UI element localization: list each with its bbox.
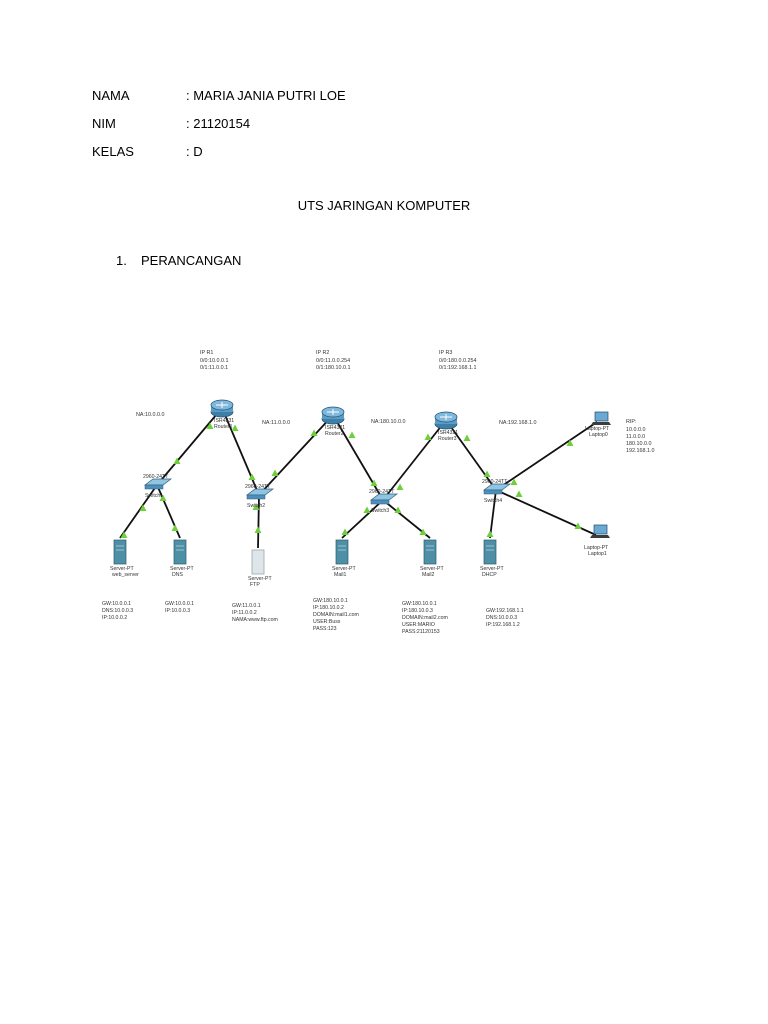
server-name-label: DHCP <box>482 572 497 578</box>
server-info-line: GW:10.0.0.1 <box>102 601 132 607</box>
router-name-label: Router2 <box>325 431 344 437</box>
label-nama: NAMA <box>92 88 130 103</box>
server-info-line: IP:180.10.0.2 <box>313 605 344 611</box>
laptop-0-node <box>591 412 611 425</box>
server-type-label: Server-PT <box>110 566 134 572</box>
router-3-node <box>435 412 457 429</box>
value-nama: : MARIA JANIA PUTRI LOE <box>186 88 346 103</box>
network-address-label: NA:180.10.0.0 <box>371 419 406 425</box>
laptop-name-label: Laptop0 <box>589 432 608 438</box>
network-topology-diagram <box>100 340 660 650</box>
laptop-keyboard <box>591 422 611 425</box>
server-info-line: IP:11.0.0.2 <box>232 610 257 616</box>
router-ip-line: 0/1:11.0.0.1 <box>200 365 229 371</box>
router-ip-line: 0/0:180.0.0.254 <box>439 358 477 364</box>
label-kelas: KELAS <box>92 144 134 159</box>
link-indicators <box>121 423 582 539</box>
server-web-server-node <box>114 540 126 564</box>
switch-model-label: 2960-24TT <box>245 484 271 490</box>
switch-3-node <box>371 494 397 504</box>
router-ip-title: IP R2 <box>316 350 330 356</box>
router-name-label: Router1 <box>214 424 233 430</box>
server-info-line: IP:192.168.1.2 <box>486 622 520 628</box>
server-type-label: Server-PT <box>480 566 504 572</box>
server-info-line: PASS:123 <box>313 626 337 632</box>
rip-network-line: 11.0.0.0 <box>626 434 646 440</box>
server-info-line: USER:MARIO <box>402 622 435 628</box>
link-indicator <box>425 434 432 441</box>
network-address-label: NA:192.168.1.0 <box>499 420 537 426</box>
switch-front <box>371 500 389 504</box>
server-info-line: IP:10.0.0.3 <box>165 608 191 614</box>
network-address-label: NA:10.0.0.0 <box>136 412 165 418</box>
switch-1-node <box>145 479 171 489</box>
server-icon <box>174 540 186 564</box>
switch-2-node <box>247 489 273 499</box>
section-title: PERANCANGAN <box>141 253 242 268</box>
rip-title: RIP: <box>626 419 637 425</box>
server-info-line: GW:10.0.0.1 <box>165 601 195 607</box>
server-type-label: Server-PT <box>420 566 444 572</box>
laptop-type-label: Laptop-PT <box>585 426 610 432</box>
server-type-label: Server-PT <box>332 566 356 572</box>
laptop-keyboard <box>590 535 610 538</box>
section-number: 1. <box>116 253 127 268</box>
switch-4-node <box>484 484 510 494</box>
switch-front <box>484 490 502 494</box>
server-icon <box>336 540 348 564</box>
network-address-label: NA:11.0.0.0 <box>262 420 291 426</box>
link-indicator <box>516 491 523 498</box>
switch-front <box>145 485 163 489</box>
laptop-name-label: Laptop1 <box>588 551 607 557</box>
link-indicator <box>487 531 494 538</box>
link-indicator <box>349 432 356 439</box>
router-model-label: ISR4321 <box>325 425 346 431</box>
link-indicator <box>255 527 262 534</box>
server-info-line: DOMAIN:mail2.com <box>402 615 448 621</box>
laptop-icon <box>594 525 607 534</box>
router-ip-line: 0/0:10.0.0.1 <box>200 358 229 364</box>
router-ip-title: IP R1 <box>200 350 214 356</box>
server-info-line: GW:192.168.1.1 <box>486 608 524 614</box>
document-title: UTS JARINGAN KOMPUTER <box>297 198 471 213</box>
switch-name-label: Switch2 <box>247 503 266 509</box>
server-mail1-node <box>336 540 348 564</box>
server-icon <box>424 540 436 564</box>
switch-name-label: Switch3 <box>371 508 390 514</box>
link-indicator <box>397 484 404 491</box>
laptop-icon <box>595 412 608 421</box>
switch-name-label: Switch4 <box>484 498 503 504</box>
server-info-line: DOMAIN:mail1.com <box>313 612 359 618</box>
server-type-label: Server-PT <box>248 576 272 582</box>
router-1-node <box>211 400 233 417</box>
server-dns-node <box>174 540 186 564</box>
server-name-label: FTP <box>250 582 260 588</box>
link-indicator <box>464 435 471 442</box>
link-indicator <box>272 470 279 477</box>
switch-model-label: 2960-24TT <box>369 489 395 495</box>
router-2-node <box>322 407 344 424</box>
switch-name-label: Switch1 <box>145 493 164 499</box>
server-name-label: web_server <box>112 572 139 578</box>
server-ftp-node <box>252 550 264 574</box>
server-info-line: IP:180.10.0.3 <box>402 608 433 614</box>
server-info-line: DNS:10.0.0.3 <box>486 615 518 621</box>
server-mail2-node <box>424 540 436 564</box>
router-model-label: ISR4321 <box>438 430 459 436</box>
switch-front <box>247 495 265 499</box>
server-icon <box>114 540 126 564</box>
value-kelas: : D <box>186 144 203 159</box>
server-name-label: DNS <box>172 572 183 578</box>
server-info-line: PASS:21120153 <box>402 629 440 635</box>
server-icon <box>252 550 264 574</box>
router-ip-line: 0/0:11.0.0.254 <box>316 358 351 364</box>
links <box>120 408 597 548</box>
value-nim: : 21120154 <box>186 116 251 131</box>
router-name-label: Router3 <box>438 436 457 442</box>
switch-model-label: 2960-24TT <box>482 479 508 485</box>
server-info-line: IP:10.0.0.2 <box>102 615 128 621</box>
link-switch4-laptop0 <box>496 422 597 490</box>
router-ip-line: 0/1:192.168.1.1 <box>439 365 477 371</box>
link-indicator <box>232 425 239 432</box>
laptop-1-node <box>590 525 610 538</box>
link-indicator <box>364 507 371 514</box>
server-name-label: Mail2 <box>422 572 435 578</box>
link-indicator <box>172 525 179 532</box>
server-type-label: Server-PT <box>170 566 194 572</box>
router-ip-title: IP R3 <box>439 350 453 356</box>
server-info-line: GW:180.10.0.1 <box>313 598 348 604</box>
switch-model-label: 2960-24TT <box>143 474 169 480</box>
labels <box>102 350 654 635</box>
server-icon <box>484 540 496 564</box>
rip-network-line: 10.0.0.0 <box>626 427 646 433</box>
link-switch2-router2 <box>259 415 333 495</box>
link-switch3-mail1 <box>342 500 383 538</box>
link-switch3-router3 <box>383 420 446 500</box>
nodes <box>114 400 611 574</box>
laptop-type-label: Laptop-PT <box>584 545 609 551</box>
server-info-line: GW:180.10.0.1 <box>402 601 437 607</box>
rip-network-line: 180.10.0.0 <box>626 441 652 447</box>
server-info-line: USER:Buss <box>313 619 341 625</box>
server-info-line: NAMA:www.ftp.com <box>232 617 278 623</box>
server-info-line: GW:11.0.0.1 <box>232 603 261 609</box>
server-name-label: Mail1 <box>334 572 347 578</box>
server-dhcp-node <box>484 540 496 564</box>
rip-network-line: 192.168.1.0 <box>626 448 655 454</box>
router-ip-line: 0/1:180.10.0.1 <box>316 365 351 371</box>
label-nim: NIM <box>92 116 116 131</box>
server-info-line: DNS:10.0.0.3 <box>102 608 134 614</box>
router-model-label: ISR4331 <box>214 418 235 424</box>
